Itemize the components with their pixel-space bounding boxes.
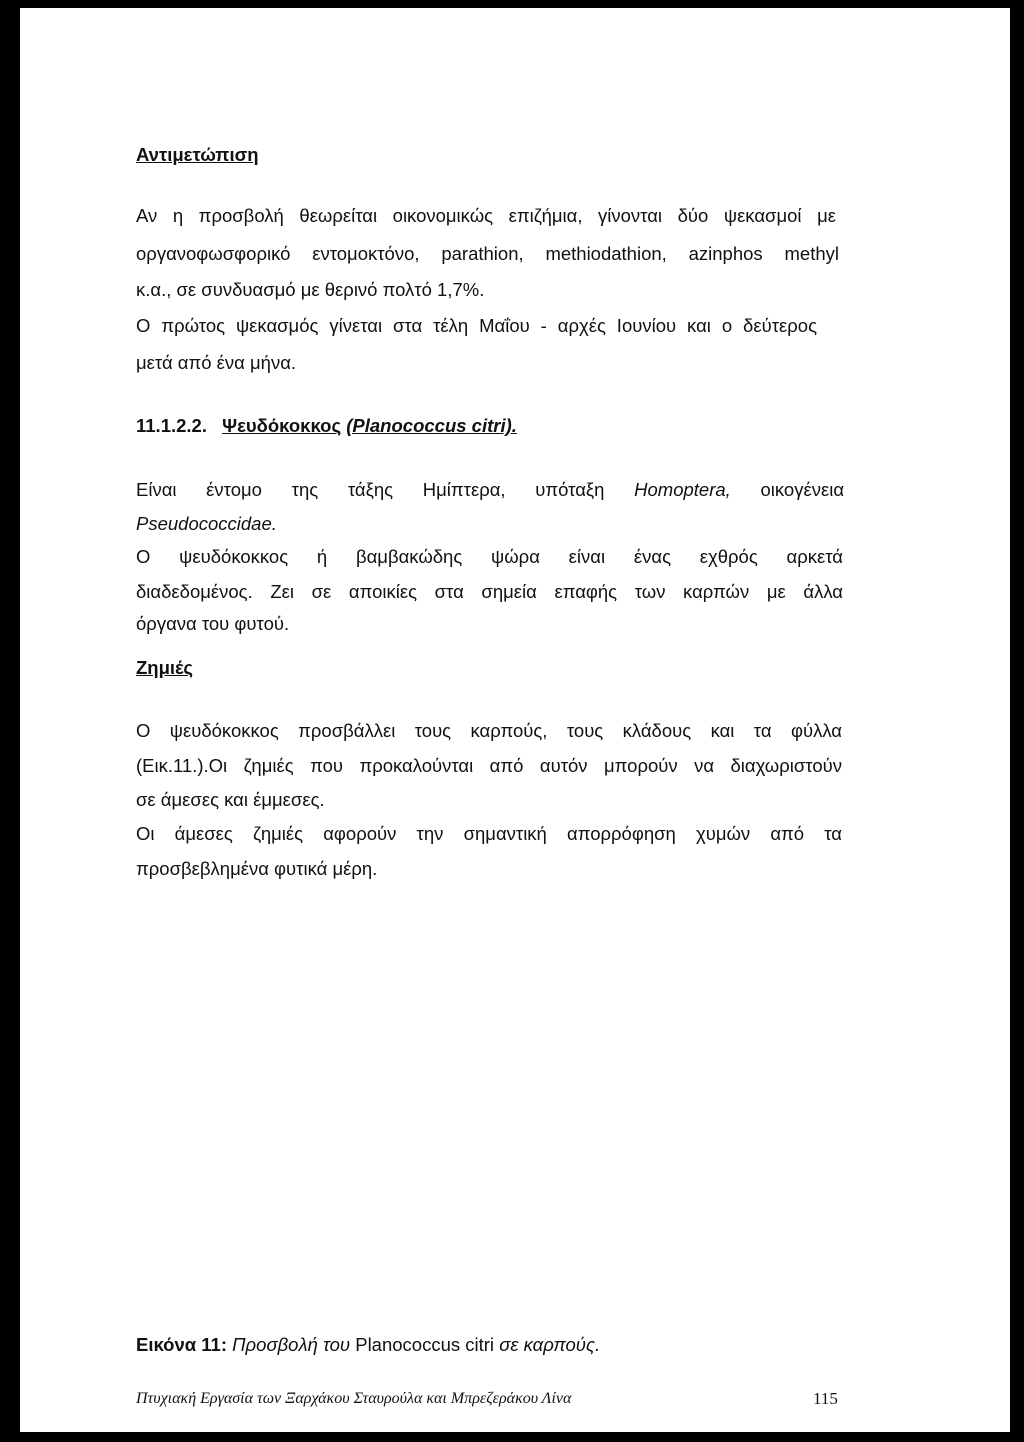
- paragraph-line: σε άμεσες και έμμεσες.: [136, 789, 325, 810]
- figure-caption: [136, 1334, 600, 1356]
- figure-caption-label: Εικόνα 11:: [136, 1334, 228, 1355]
- paragraph-line: μετά από ένα μήνα.: [136, 352, 297, 373]
- paragraph-line: Ο ψευδόκοκκος προσβάλλει τους καρπούς, τους κλάδους και τα φύλλα: [136, 720, 842, 741]
- description-order-latin: Homoptera,: [634, 479, 731, 500]
- paragraph-line: (Εικ.11.).Οι ζημιές που προκαλούνται από αυτόν μπορούν να διαχωριστούν: [136, 755, 842, 776]
- description-text: Είναι έντομο της τάξης Ημίπτερα, υπόταξη: [136, 479, 605, 500]
- subsection-title: Ψευδόκοκκος: [222, 415, 342, 436]
- paragraph-line: οργανοφωσφορικό εντομοκτόνο, parathion, methiodathion, azinphos methyl: [136, 243, 839, 264]
- figure-caption-species: Planococcus citri: [355, 1334, 495, 1355]
- paragraph-line: προσβεβλημένα φυτικά μέρη.: [136, 858, 378, 879]
- description-line: [136, 479, 844, 501]
- document-page: [20, 8, 1010, 1432]
- paragraph-line: κ.α., σε συνδυασμό με θερινό πολτό 1,7%.: [136, 279, 485, 300]
- section-heading-damage: Ζημιές: [136, 657, 194, 678]
- description-text: οικογένεια: [760, 479, 845, 500]
- page-number: 115: [813, 1389, 838, 1408]
- subsection-number: 11.1.2.2.: [136, 415, 207, 436]
- subsection-title-latin: (Planococcus citri).: [346, 415, 517, 436]
- subsection-heading: [136, 415, 517, 437]
- figure-caption-text: Προσβολή του: [232, 1334, 351, 1355]
- paragraph-line: Οι άμεσες ζημιές αφορούν την σημαντική απορρόφηση χυμών από τα: [136, 823, 842, 844]
- description-line: όργανα του φυτού.: [136, 613, 290, 634]
- figure-caption-text: σε καρπούς.: [499, 1334, 601, 1355]
- description-family-latin: Pseudococcidae.: [136, 513, 277, 534]
- section-heading-treatment: Αντιμετώπιση: [136, 144, 259, 165]
- paragraph-line: Ο πρώτος ψεκασμός γίνεται στα τέλη Μαΐου - αρχές Ιουνίου και ο δεύτερος: [136, 315, 817, 336]
- paragraph-line: Αν η προσβολή θεωρείται οικονομικώς επιζήμια, γίνονται δύο ψεκασμοί με: [136, 205, 836, 226]
- page-footer-text: Πτυχιακή Εργασία των Ξαρχάκου Σταυρούλα και Μπρεζεράκου Λίνα: [136, 1390, 572, 1407]
- description-line: διαδεδομένος. Ζει σε αποικίες στα σημεία επαφής των καρπών με άλλα: [136, 581, 843, 602]
- description-line: Ο ψευδόκοκκος ή βαμβακώδης ψώρα είναι ένας εχθρός αρκετά: [136, 546, 843, 567]
